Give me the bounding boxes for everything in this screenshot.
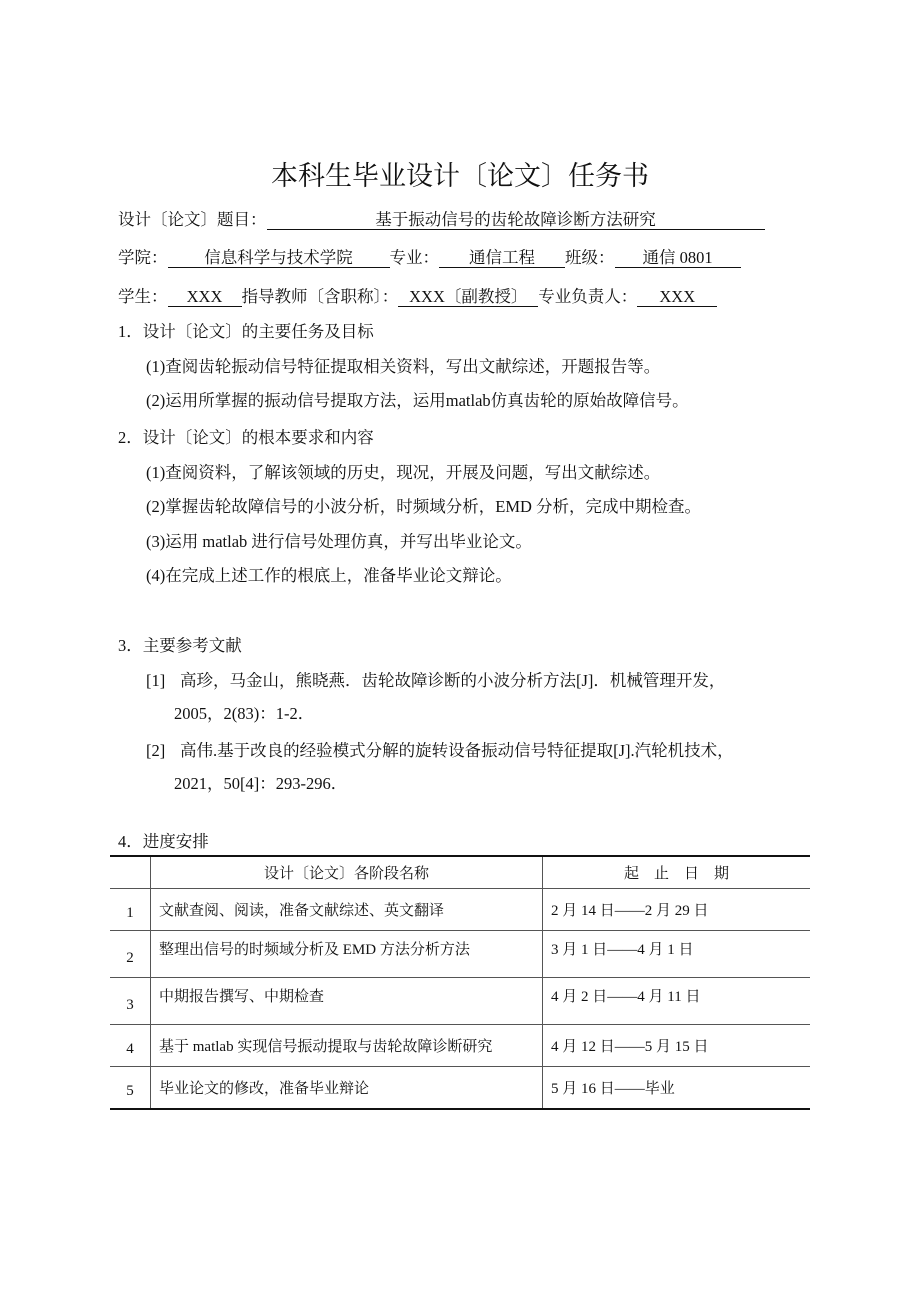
topic-line <box>118 210 765 230</box>
section-2-item: (4)在完成上述工作的根底上，准备毕业论文辩论。 <box>146 566 512 585</box>
section-2-item: (1)查阅资料，了解该领域的历史，现况，开展及问题，写出文献综述。 <box>146 463 661 482</box>
row-date: 2 月 14 日——2 月 29 日 <box>543 889 811 931</box>
row-no: 5 <box>110 1067 151 1110</box>
reference-text: 2005，2(83)：1-2． <box>174 704 315 723</box>
class-value: 通信 0801 <box>615 248 741 268</box>
college-label: 学院： <box>118 248 168 267</box>
table-row <box>110 978 810 1025</box>
row-date: 4 月 2 日——4 月 11 日 <box>543 978 811 1025</box>
row-name: 整理出信号的时频域分析及 EMD 方法分析方法 <box>151 931 543 978</box>
college-value: 信息科学与技术学院 <box>168 248 390 268</box>
reference-number: [2] <box>146 741 166 760</box>
table-row <box>110 889 810 931</box>
reference-text: 高伟.基于改良的经验模式分解的旋转设备振动信号特征提取[J].汽轮机技术， <box>180 741 734 760</box>
major-label: 专业： <box>389 248 439 267</box>
header-name: 设计〔论文〕各阶段名称 <box>151 856 543 889</box>
row-name: 毕业论文的修改，准备毕业辩论 <box>151 1067 543 1110</box>
row-name: 中期报告撰写、中期检查 <box>151 978 543 1025</box>
row-no: 4 <box>110 1025 151 1067</box>
row-date: 3 月 1 日——4 月 1 日 <box>543 931 811 978</box>
row-no: 3 <box>110 978 151 1025</box>
section-1-heading: 1．设计〔论文〕的主要任务及目标 <box>118 322 374 341</box>
section-1-item: (2)运用所掌握的振动信号提取方法，运用matlab仿真齿轮的原始故障信号。 <box>146 391 689 410</box>
row-name: 文献查阅、阅读，准备文献综述、英文翻译 <box>151 889 543 931</box>
advisor-label: 指导教师〔含职称〕： <box>241 287 399 306</box>
row-name: 基于 matlab 实现信号振动提取与齿轮故障诊断研究 <box>151 1025 543 1067</box>
major-value: 通信工程 <box>439 248 565 268</box>
header-date: 起 止 日 期 <box>543 856 811 889</box>
reference-text: 高珍，马金山，熊晓燕．齿轮故障诊断的小波分析方法[J]．机械管理开发， <box>180 671 726 690</box>
head-label: 专业负责人： <box>538 287 638 306</box>
section-2-item: (2)掌握齿轮故障信号的小波分析，时频域分析，EMD 分析，完成中期检查。 <box>146 497 702 516</box>
row-date: 5 月 16 日——毕业 <box>543 1067 811 1110</box>
schedule-table <box>110 855 810 1110</box>
table-row <box>110 1025 810 1067</box>
row-no: 2 <box>110 931 151 978</box>
table-row <box>110 1067 810 1110</box>
row-no: 1 <box>110 889 151 931</box>
advisor-value: XXX〔副教授〕 <box>398 287 538 307</box>
reference-number: [1] <box>146 671 166 690</box>
head-value: XXX <box>637 287 717 307</box>
section-3-heading: 3．主要参考文献 <box>118 636 242 655</box>
table-row <box>110 931 810 978</box>
section-1-item: (1)查阅齿轮振动信号特征提取相关资料，写出文献综述，开题报告等。 <box>146 357 661 376</box>
row-date: 4 月 12 日——5 月 15 日 <box>543 1025 811 1067</box>
student-value: XXX <box>168 287 242 307</box>
people-line <box>118 287 717 307</box>
reference-text: 2021，50[4]：293-296． <box>174 774 348 793</box>
class-label: 班级： <box>565 248 615 267</box>
topic-label: 设计〔论文〕题目： <box>118 210 267 229</box>
topic-value: 基于振动信号的齿轮故障诊断方法研究 <box>267 210 765 230</box>
college-line <box>118 248 741 268</box>
header-no <box>110 856 151 889</box>
section-4-heading: 4．进度安排 <box>118 832 209 851</box>
table-header <box>110 856 810 889</box>
student-label: 学生： <box>118 287 168 306</box>
section-2-item: (3)运用 matlab 进行信号处理仿真，并写出毕业论文。 <box>146 532 532 551</box>
page-title: 本科生毕业设计〔论文〕任务书 <box>271 161 649 191</box>
section-2-heading: 2．设计〔论文〕的根本要求和内容 <box>118 428 374 447</box>
